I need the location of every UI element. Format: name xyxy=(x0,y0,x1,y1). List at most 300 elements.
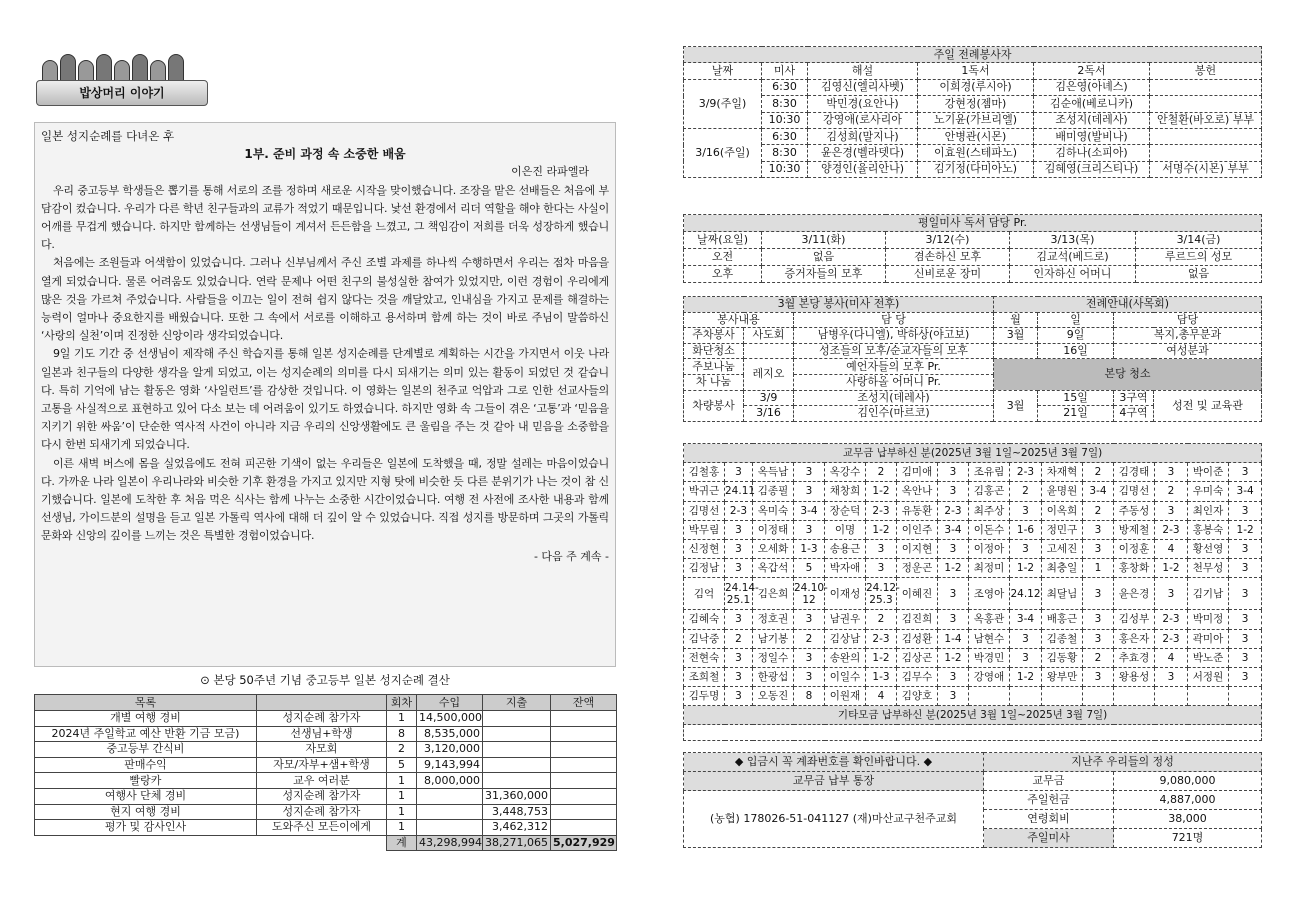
paid-months: 3 xyxy=(1229,501,1262,520)
offering-value: 38,000 xyxy=(1114,810,1262,829)
continued-note: - 다음 주 계속 - xyxy=(533,549,609,563)
paid-months: 4 xyxy=(1155,539,1188,558)
table-row xyxy=(684,539,1262,558)
donor-name: 곽미아 xyxy=(1188,629,1229,648)
commentator: 양경인(율리안나) xyxy=(808,161,918,177)
donor-name: 송용근 xyxy=(825,539,866,558)
article-paragraph: 9일 기도 기간 중 선생님이 제작해 주신 학습지를 통해 일본 성지순례를 단계별로 계획하는 시간을 가지면서 이웃 나라 일본과 친구들의 다양한 생각을 알게 되었고, 이는 성지순례의 의미를 다시 되새기는 의미 있는 활동이 되었던 것 같습니다. 특히 기억에 남는 활동은 영화 ‘사일런트’를 감상한 것입니다. 이 영화는 일본의 천주교 억압과 그로 인한 선교사들의 고통을 사실적으로 표현하고 있어 다소 보는 데 어려움이 있기도 하였습니다. 하지만 영화 속 그들이 겪은 ‘고통’과 ‘믿음을 지키기 위한 싸움’이 단순한 역사적 사건이 아니라 지금 우리의 신앙생활에도 큰 울림을 주는 것 같아 내 믿음을 소중함을 다시 한번 되새기게 되었습니다. xyxy=(41,347,609,452)
balance-cell xyxy=(551,773,617,789)
paid-months: 3 xyxy=(725,539,753,558)
income-cell: 14,500,000 xyxy=(417,711,483,727)
header-cell: 3/12(수) xyxy=(886,232,1010,249)
table-row xyxy=(684,112,1262,128)
settlement-table xyxy=(34,694,617,851)
paid-months: 3 xyxy=(938,667,969,686)
paid-months xyxy=(1010,687,1042,706)
paid-months: 2-3 xyxy=(866,501,897,520)
offertory: 안철환(바오로) 부부 xyxy=(1150,112,1262,128)
offering-label: 주일헌금 xyxy=(984,791,1114,810)
table-row xyxy=(684,463,1262,482)
payer-cell: 자모/자부+샘+학생 xyxy=(257,757,387,773)
reader-cell: 증거자들의 모후 xyxy=(762,266,886,283)
count-cell: 1 xyxy=(387,711,417,727)
donor-name: 고세진 xyxy=(1042,539,1083,558)
donor-name: 이옥희 xyxy=(1042,501,1083,520)
header-cell: 담 당 xyxy=(794,312,994,328)
total-balance: 5,027,929 xyxy=(551,835,617,851)
paid-months: 3 xyxy=(1083,578,1114,610)
donor-name: 신정현 xyxy=(684,539,725,558)
account-label: 교무금 납부 통장 xyxy=(684,772,984,791)
table-row xyxy=(684,96,1262,112)
donor-name: 박귀근 xyxy=(684,482,725,501)
expense-cell xyxy=(483,773,551,789)
second-reader: 김순애(베로니카) xyxy=(1034,96,1150,112)
paid-months: 2 xyxy=(1083,501,1114,520)
parish-service-title: 3월 본당 봉사(미사 전후) xyxy=(684,297,994,313)
team-cell: 여성분과 xyxy=(1114,343,1262,359)
table-row xyxy=(35,788,617,804)
reader-cell: 루르드의 성모 xyxy=(1136,249,1262,266)
paid-months: 2-3 xyxy=(938,501,969,520)
donor-name: 정일수 xyxy=(753,648,794,667)
paid-months: 3 xyxy=(938,687,969,706)
offering-value: 9,080,000 xyxy=(1114,772,1262,791)
paid-months: 24.12-25.3 xyxy=(866,578,897,610)
donor-name: 조희철 xyxy=(684,667,725,686)
paid-months: 3-4 xyxy=(1229,482,1262,501)
donor-name: 이지현 xyxy=(897,539,938,558)
table-row xyxy=(35,757,617,773)
table-row xyxy=(684,648,1262,667)
table-row xyxy=(684,687,1262,706)
paid-months: 1-2 xyxy=(1010,559,1042,578)
header-cell: 봉헌 xyxy=(1150,63,1262,79)
expense-cell: 3,448,753 xyxy=(483,804,551,820)
article-title: 1부. 준비 과정 속 소중한 배움 xyxy=(244,147,406,162)
offerings-title: 지난주 우리들의 정성 xyxy=(984,753,1262,772)
balance-cell xyxy=(551,820,617,836)
paid-months: 3 xyxy=(725,648,753,667)
income-cell: 8,535,000 xyxy=(417,726,483,742)
offertory xyxy=(1150,128,1262,144)
commentator: 윤은경(벨라뎃다) xyxy=(808,145,918,161)
expense-cell xyxy=(483,757,551,773)
donor-name: 오동진 xyxy=(753,687,794,706)
paid-months: 3-4 xyxy=(794,501,825,520)
paid-months: 3 xyxy=(1010,629,1042,648)
time-cell: 오전 xyxy=(684,249,762,266)
paid-months xyxy=(1229,687,1262,706)
header-cell: 3/11(화) xyxy=(762,232,886,249)
donor-name: 옥강수 xyxy=(825,463,866,482)
paid-months: 3 xyxy=(1083,629,1114,648)
income-cell xyxy=(417,820,483,836)
car-date: 3/9 xyxy=(744,390,794,406)
donor-name: 남기봉 xyxy=(753,629,794,648)
paid-months: 3 xyxy=(1229,648,1262,667)
count-cell: 1 xyxy=(387,804,417,820)
paid-months: 3 xyxy=(1083,667,1114,686)
donor-name: 윤은경 xyxy=(1114,578,1155,610)
donor-name: 정호권 xyxy=(753,610,794,629)
donor-name: 이정아 xyxy=(969,539,1010,558)
header-cell: 담당 xyxy=(1114,312,1262,328)
second-reader: 김혜영(크리스티나) xyxy=(1034,161,1150,177)
paid-months: 3-4 xyxy=(1083,482,1114,501)
donor-name: 방제철 xyxy=(1114,520,1155,539)
donor-name: 천무성 xyxy=(1188,559,1229,578)
paid-months: 24.10-12 xyxy=(794,578,825,610)
expense-cell xyxy=(483,726,551,742)
donor-name: 옥안나 xyxy=(897,482,938,501)
paid-months: 1-4 xyxy=(938,629,969,648)
service-table xyxy=(683,296,1262,422)
header-cell: 수입 xyxy=(417,695,483,711)
header-cell: 날짜(요일) xyxy=(684,232,762,249)
donor-name: 정민구 xyxy=(1042,520,1083,539)
balance-cell xyxy=(551,788,617,804)
paid-months: 3 xyxy=(938,539,969,558)
paid-months xyxy=(1083,687,1114,706)
paid-months: 2-3 xyxy=(866,629,897,648)
header-cell: 월 xyxy=(994,312,1038,328)
table-row xyxy=(684,482,1262,501)
date-cell: 3/9(주일) xyxy=(684,79,762,128)
mass-time: 8:30 xyxy=(762,145,808,161)
day-cell: 21일 xyxy=(1038,406,1114,422)
header-cell: 미사 xyxy=(762,63,808,79)
paid-months: 3 xyxy=(1010,648,1042,667)
donor-name: 왕용성 xyxy=(1114,667,1155,686)
paid-months: 3 xyxy=(1010,501,1042,520)
table-header xyxy=(684,63,1262,79)
donor-name: 박경민 xyxy=(969,648,1010,667)
paid-months: 2 xyxy=(1083,463,1114,482)
donor-name: 전현숙 xyxy=(684,648,725,667)
header-cell: 1독서 xyxy=(918,63,1034,79)
donor-name: 박이준 xyxy=(1188,463,1229,482)
paid-months: 2-3 xyxy=(1155,610,1188,629)
paid-months: 3 xyxy=(794,463,825,482)
table-row xyxy=(684,667,1262,686)
paid-months: 3 xyxy=(1155,578,1188,610)
month-cell: 3월 xyxy=(994,328,1038,344)
header-cell: 3/13(목) xyxy=(1010,232,1136,249)
dues-table xyxy=(683,443,1262,741)
paid-months xyxy=(1155,687,1188,706)
paid-months: 3 xyxy=(938,610,969,629)
liturgy-title: 주일 전례봉사자 xyxy=(684,47,1262,63)
item-cell: 평가 및 감사인사 xyxy=(35,820,257,836)
table-row xyxy=(684,501,1262,520)
donor-name: 김동황 xyxy=(1042,648,1083,667)
donor-name: 옥홍관 xyxy=(969,610,1010,629)
paid-months: 8 xyxy=(794,687,825,706)
balance-cell xyxy=(551,711,617,727)
balance-cell xyxy=(551,726,617,742)
paid-months: 2-3 xyxy=(1155,520,1188,539)
paid-months: 3 xyxy=(866,559,897,578)
payer-cell: 성지순례 참가자 xyxy=(257,804,387,820)
commentator: 강영애(로사리아 xyxy=(808,112,918,128)
mass-time: 10:30 xyxy=(762,161,808,177)
item-cell: 빨랑카 xyxy=(35,773,257,789)
second-reader: 배미영(발비나) xyxy=(1034,128,1150,144)
donor-name xyxy=(1042,687,1083,706)
paid-months: 3 xyxy=(794,667,825,686)
paid-months: 3 xyxy=(866,539,897,558)
paid-months: 24.12 xyxy=(1010,578,1042,610)
article-author: 이은진 라파엘라 xyxy=(511,165,589,179)
donor-name: 차재혁 xyxy=(1042,463,1083,482)
header-cell: 해설 xyxy=(808,63,918,79)
donor-name: 추효경 xyxy=(1114,648,1155,667)
reader-cell: 김교석(베드로) xyxy=(1010,249,1136,266)
mass-time: 8:30 xyxy=(762,96,808,112)
paid-months: 1-3 xyxy=(794,539,825,558)
donor-name: 이정훈 xyxy=(1114,539,1155,558)
item-cell: 여행사 단체 경비 xyxy=(35,788,257,804)
service-group: 레지오 xyxy=(744,359,794,390)
article-paragraph: 처음에는 조원들과 어색함이 있었습니다. 그러나 신부님께서 주신 조별 과제를 하나씩 수행하면서 우리는 점차 마음을 열게 되었습니다. 물론 어려움도 있었습니다. 연락 문제나 어떤 친구의 불성실한 참여가 있었지만, 이런 경험이 우리에게 많은 것을 가르쳐 주었습니다. 사람들을 이끄는 일이 전혀 쉽지 않다는 것을 깨달았고, 인내심을 가지고 문제를 해결하는 능력이 얼마나 중요한지를 배웠습니다. 또한 그 속에서 서로를 이해하고 용서하며 함께 하는 것이 바로 주님이 말씀하신 ‘사랑의 실천’이며 진정한 신앙이라 생각되었습니다. xyxy=(41,256,609,343)
table-row xyxy=(684,578,1262,610)
donor-name: 우미숙 xyxy=(1188,482,1229,501)
donor-name: 김미애 xyxy=(897,463,938,482)
weekday-title: 평일미사 독서 담당 Pr. xyxy=(684,215,1262,232)
paid-months: 3 xyxy=(1155,501,1188,520)
donor-name: 김명선 xyxy=(1114,482,1155,501)
table-row xyxy=(684,266,1262,283)
header-cell: 날짜 xyxy=(684,63,762,79)
donor-name: 왕부만 xyxy=(1042,667,1083,686)
paid-months: 3 xyxy=(725,463,753,482)
account-number: (농협) 178026-51-041127 (재)마산교구천주교회 xyxy=(684,791,984,848)
donor-name: 김기남 xyxy=(1188,578,1229,610)
first-reader: 김기정(다미아노) xyxy=(918,161,1034,177)
first-reader: 이효원(스테파노) xyxy=(918,145,1034,161)
other-dues-title: 기타모금 납부하신 분(2025년 3월 1일~2025년 3월 7일) xyxy=(684,706,1262,725)
paid-months: 3 xyxy=(725,610,753,629)
month-cell xyxy=(994,343,1038,359)
paid-months: 3 xyxy=(1083,539,1114,558)
expense-cell xyxy=(483,711,551,727)
donor-name: 최인자 xyxy=(1188,501,1229,520)
count-cell: 8 xyxy=(387,726,417,742)
paid-months: 3 xyxy=(938,578,969,610)
count-cell: 5 xyxy=(387,757,417,773)
table-header xyxy=(684,232,1262,249)
time-cell: 오후 xyxy=(684,266,762,283)
service-label: 차 나눔 xyxy=(684,374,744,390)
payer-cell: 도와주신 모든이에게 xyxy=(257,820,387,836)
header-cell: 회차 xyxy=(387,695,417,711)
paid-months: 3-4 xyxy=(938,520,969,539)
reader-cell: 겸손하신 모후 xyxy=(886,249,1010,266)
paid-months: 3 xyxy=(1083,610,1114,629)
paid-months: 2 xyxy=(866,463,897,482)
donor-name: 이인주 xyxy=(897,520,938,539)
paid-months: 1 xyxy=(1083,559,1114,578)
donor-name: 김성부 xyxy=(1114,610,1155,629)
paid-months: 2 xyxy=(1010,482,1042,501)
mass-time: 10:30 xyxy=(762,112,808,128)
offertory xyxy=(1150,145,1262,161)
donor-name: 채창희 xyxy=(825,482,866,501)
service-group: 사도회 xyxy=(744,328,794,344)
table-row xyxy=(684,629,1262,648)
donor-name: 박자애 xyxy=(825,559,866,578)
donor-name: 김종필 xyxy=(753,482,794,501)
income-cell xyxy=(417,804,483,820)
reader-cell: 없음 xyxy=(1136,266,1262,283)
item-cell: 판매수익 xyxy=(35,757,257,773)
paid-months: 3 xyxy=(725,667,753,686)
paid-months: 2-3 xyxy=(725,501,753,520)
month-cell: 3월 xyxy=(994,390,1038,421)
offering-label: 연령회비 xyxy=(984,810,1114,829)
first-reader: 이희경(루시아) xyxy=(918,79,1034,95)
paid-months: 3 xyxy=(725,687,753,706)
donor-name: 이돈수 xyxy=(969,520,1010,539)
donor-name: 장순덕 xyxy=(825,501,866,520)
zone-cell: 4구역 xyxy=(1114,406,1154,422)
offering-label: 주일미사 xyxy=(984,829,1114,848)
item-cell: 2024년 주일학교 예산 반환 기금 모금) xyxy=(35,726,257,742)
offering-value: 4,887,000 xyxy=(1114,791,1262,810)
paid-months: 3 xyxy=(725,520,753,539)
paid-months: 3 xyxy=(938,482,969,501)
car-person: 조성지(데레사) xyxy=(794,390,994,406)
paid-months: 1-6 xyxy=(1010,520,1042,539)
donor-name: 옥득남 xyxy=(753,463,794,482)
item-cell: 현지 여행 경비 xyxy=(35,804,257,820)
offertory: 서명수(시몬) 부부 xyxy=(1150,161,1262,177)
day-cell: 16일 xyxy=(1038,343,1114,359)
table-row xyxy=(35,820,617,836)
donor-name: 김종철 xyxy=(1042,629,1083,648)
cleaning-area: 성전 및 교육관 xyxy=(1154,390,1262,421)
donor-name: 이재성 xyxy=(825,578,866,610)
total-label: 계 xyxy=(387,835,417,851)
donor-name: 홍창화 xyxy=(1114,559,1155,578)
payer-cell: 교우 여러분 xyxy=(257,773,387,789)
payer-cell: 성지순례 참가자 xyxy=(257,711,387,727)
paid-months: 1-2 xyxy=(866,482,897,501)
table-row xyxy=(35,711,617,727)
reader-cell: 없음 xyxy=(762,249,886,266)
table-header xyxy=(35,695,617,711)
paid-months: 3 xyxy=(1229,463,1262,482)
donor-name: 옥갑석 xyxy=(753,559,794,578)
donor-name: 최주상 xyxy=(969,501,1010,520)
donor-name: 황선영 xyxy=(1188,539,1229,558)
payer-cell: 자모회 xyxy=(257,742,387,758)
donor-name: 김진희 xyxy=(897,610,938,629)
table-row xyxy=(684,145,1262,161)
account-notice: ◆ 입금시 꼭 계좌번호를 확인바랍니다. ◆ xyxy=(684,753,984,772)
donor-name: 이일수 xyxy=(825,667,866,686)
second-reader: 김은영(아녜스) xyxy=(1034,79,1150,95)
paid-months: 1-2 xyxy=(938,559,969,578)
paid-months: 1-3 xyxy=(866,667,897,686)
paid-months: 3 xyxy=(1229,610,1262,629)
offering-value: 721명 xyxy=(1114,829,1262,848)
donor-name: 한광섭 xyxy=(753,667,794,686)
header-cell xyxy=(257,695,387,711)
paid-months: 1-2 xyxy=(1010,667,1042,686)
income-cell xyxy=(417,788,483,804)
donor-name: 정운곤 xyxy=(897,559,938,578)
service-person: 성조들의 모후/순교자들의 모후 xyxy=(794,343,994,359)
commentator: 김성희(말지나) xyxy=(808,128,918,144)
paid-months: 3 xyxy=(794,520,825,539)
article-box xyxy=(34,122,616,667)
paid-months: 3 xyxy=(1155,667,1188,686)
count-cell: 2 xyxy=(387,742,417,758)
balance-cell xyxy=(551,757,617,773)
paid-months: 3 xyxy=(794,610,825,629)
service-label: 주차봉사 xyxy=(684,328,744,344)
donor-name: 박무림 xyxy=(684,520,725,539)
donor-name: 이명 xyxy=(825,520,866,539)
service-person: 사랑하올 어머니 Pr. xyxy=(794,374,994,390)
donor-name: 김두명 xyxy=(684,687,725,706)
donor-name: 주동성 xyxy=(1114,501,1155,520)
donor-name: 이원재 xyxy=(825,687,866,706)
account-offering-table xyxy=(683,752,1262,848)
balance-cell xyxy=(551,742,617,758)
donor-name: 김명선 xyxy=(684,501,725,520)
donor-name: 최정미 xyxy=(969,559,1010,578)
day-cell: 9일 xyxy=(1038,328,1114,344)
paid-months: 1-2 xyxy=(1155,559,1188,578)
income-cell: 3,120,000 xyxy=(417,742,483,758)
header-cell: 2독서 xyxy=(1034,63,1150,79)
expense-cell xyxy=(483,742,551,758)
donor-name: 홍봉숙 xyxy=(1188,520,1229,539)
header-cell: 잔액 xyxy=(551,695,617,711)
date-cell: 3/16(주일) xyxy=(684,128,762,177)
paid-months: 2 xyxy=(725,629,753,648)
donor-name: 김혜숙 xyxy=(684,610,725,629)
table-row xyxy=(684,79,1262,95)
paid-months: 3 xyxy=(1229,559,1262,578)
donor-name: 박노준 xyxy=(1188,648,1229,667)
donor-name: 윤명원 xyxy=(1042,482,1083,501)
donor-name: 박미정 xyxy=(1188,610,1229,629)
donor-name: 김양호 xyxy=(897,687,938,706)
header-cell: 일 xyxy=(1038,312,1114,328)
table-row xyxy=(35,773,617,789)
service-label: 주보나눔 xyxy=(684,359,744,375)
donor-name xyxy=(969,687,1010,706)
donor-name: 김홍곤 xyxy=(969,482,1010,501)
car-person: 김인수(마르코) xyxy=(794,406,994,422)
total-income: 43,298,994 xyxy=(417,835,483,851)
dues-title: 교무금 납부하신 분(2025년 3월 1일~2025년 3월 7일) xyxy=(684,444,1262,463)
donor-name: 오세화 xyxy=(753,539,794,558)
second-reader: 김하나(소피아) xyxy=(1034,145,1150,161)
paid-months: 1-2 xyxy=(1229,520,1262,539)
table-row xyxy=(684,610,1262,629)
income-cell: 9,143,994 xyxy=(417,757,483,773)
paid-months: 3 xyxy=(794,648,825,667)
donor-name: 조유림 xyxy=(969,463,1010,482)
paid-months: 3 xyxy=(1083,520,1114,539)
donor-name: 이혜진 xyxy=(897,578,938,610)
donor-name: 배홍근 xyxy=(1042,610,1083,629)
